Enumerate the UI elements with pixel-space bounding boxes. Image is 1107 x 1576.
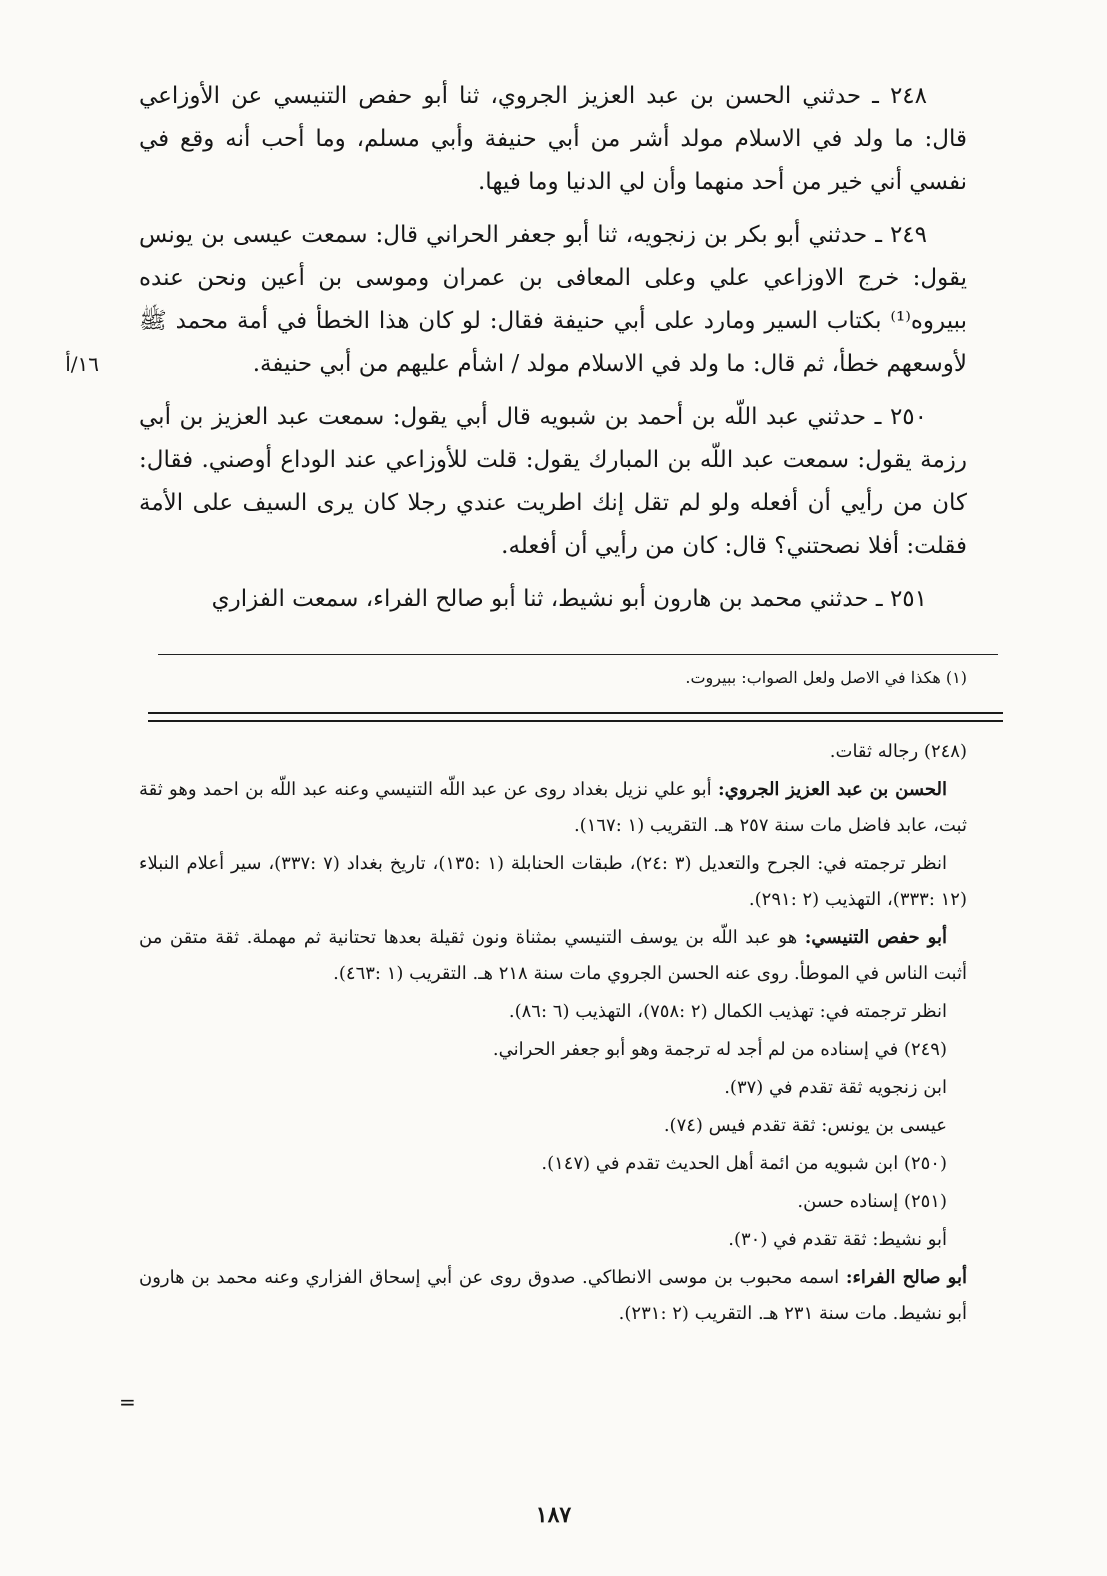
continuation-mark: = <box>119 1390 136 1414</box>
narrator-bio: اسمه محبوب بن موسى الانطاكي. صدوق روى عن أبي إسحاق الفزاري وعنه محمد بن هارون أبو نشيط. مات سنة ٢٣١ هـ. التقريب (٢ :٢٣١). <box>139 1267 967 1324</box>
commentary-249-heading: (٢٤٩) في إسناده من لم أجد له ترجمة وهو أبو جعفر الحراني. <box>492 1039 947 1060</box>
commentary-251-heading: (٢٥١) إسناده حسن. <box>797 1191 947 1212</box>
narrator-name: أبو حفص التنيسي: <box>804 927 947 948</box>
narrator-bio: أبو علي نزيل بغداد روى عن عبد اللّه التنيسي وعنه عبد اللّه بن احمد وهو ثقة ثبت، عابد فاضل مات سنة ٢٥٧ هـ. التقريب (١ :١٦٧). <box>139 779 967 836</box>
commentary-250-heading: (٢٥٠) ابن شبويه من ائمة أهل الحديث تقدم في (١٤٧). <box>541 1153 947 1174</box>
commentary-249-note-a: ابن زنجويه ثقة تقدم في (٣٧). <box>724 1077 947 1098</box>
commentary-249-note-b: عيسى بن يونس: ثقة تقدم فيس (٧٤). <box>663 1115 947 1136</box>
commentary-251-note-a: أبو نشيط: ثقة تقدم في (٣٠). <box>728 1229 947 1250</box>
commentary-divider <box>148 712 1003 722</box>
footnote: (١) هكذا في الاصل ولعل الصواب: ببيروت. <box>685 668 967 687</box>
narrator-bio: هو عبد اللّه بن يوسف التنيسي بمثناة ونون ثقيلة بعدها تحتانية ثم مهملة. ثقة متقن من أثبت الناس في الموطأ. روى عنه الحسن الجروي مات سنة ٢١٨ هـ. التقريب (١ :٤٦٣). <box>139 927 967 984</box>
hadith-251: ٢٥١ ـ حدثني محمد بن هارون أبو نشيط، ثنا أبو صالح الفراء، سمعت الفزاري <box>211 586 927 612</box>
commentary-248-references-1: انظر ترجمته في: الجرح والتعديل (٣ :٢٤)، طبقات الحنابلة (١ :١٣٥)، تاريخ بغداد (٧ :٣٣٧)، سير أعلام النبلاء (١٢ :٣٣٣)، التهذيب (٢ :٢٩١). <box>139 853 967 910</box>
narrator-name: الحسن بن عبد العزيز الجروي: <box>717 779 947 800</box>
commentary-251-narrator <box>139 1260 967 1332</box>
footnote-divider <box>158 654 998 655</box>
narrator-name: أبو صالح الفراء: <box>845 1267 967 1288</box>
page-number: ١٨٧ <box>535 1502 572 1528</box>
hadith-249: ٢٤٩ ـ حدثني أبو بكر بن زنجويه، ثنا أبو جعفر الحراني قال: سمعت عيسى بن يونس يقول: خرج الاوزاعي علي وعلى المعافى بن عمران وموسى بن أعين ونحن عنده ببيروه⁽¹⁾ بكتاب السير ومارد على أبي حنيفة فقال: لو كان هذا الخطأ في أمة محمد ﷺ لأوسعهم خطأ، ثم قال: ما ولد في الاسلام مولد / اشأم عليهم من أبي حنيفة. <box>139 222 967 377</box>
commentary-248-narrator-2 <box>139 920 967 992</box>
main-text <box>139 75 967 631</box>
hadith-248: ٢٤٨ ـ حدثني الحسن بن عبد العزيز الجروي، ثنا أبو حفص التنيسي عن الأوزاعي قال: ما ولد في الاسلام مولد أشر من أبي حنيفة وأبي مسلم، وما أحب أنه وقع في نفسي أني خير من أحد منهما وأن لي الدنيا وما فيها. <box>139 83 967 195</box>
commentary-248-narrator-1 <box>139 772 967 844</box>
commentary <box>139 734 967 1334</box>
hadith-250: ٢٥٠ ـ حدثني عبد اللّه بن أحمد بن شبويه قال أبي يقول: سمعت عبد العزيز بن أبي رزمة يقول: سمعت عبد اللّه بن المبارك يقول: قلت للأوزاعي عند الوداع أوصني. فقال: كان من رأيي أن أفعله ولو لم تقل إنك اطريت عندي رجلا كان يرى السيف على الأمة فقلت: أفلا نصحتني؟ قال: كان من رأيي أن أفعله. <box>139 404 967 559</box>
commentary-248-heading: (٢٤٨) رجاله ثقات. <box>829 741 967 762</box>
manuscript-folio-note: ١٦/أ <box>65 352 99 376</box>
commentary-248-references-2: انظر ترجمته في: تهذيب الكمال (٢ :٧٥٨)، التهذيب (٦ :٨٦). <box>508 1001 947 1022</box>
